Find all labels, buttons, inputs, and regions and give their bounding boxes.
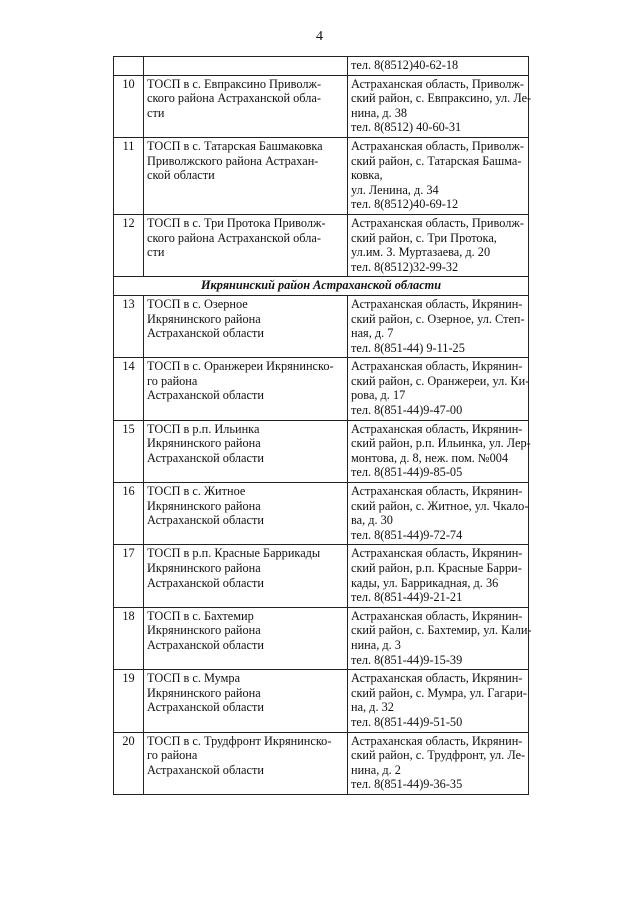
address-line: Астраханская область, Икрянин- xyxy=(351,733,523,748)
name-line: Икрянинского района xyxy=(147,685,261,700)
address-line: ский район, р.п. Красные Барри- xyxy=(351,561,522,575)
name-line: сти xyxy=(147,245,165,260)
address-line: Астраханская область, Икрянин- xyxy=(351,546,523,561)
address-cell xyxy=(348,214,529,276)
address-line: ский район, с. Оранжереи, ул. Ки- xyxy=(351,373,530,388)
table-body xyxy=(114,57,532,795)
table-row xyxy=(114,420,529,482)
address-line: ский район, с. Евпраксино, ул. Ле- xyxy=(351,91,532,106)
address-line: Астраханская область, Приволж- xyxy=(351,215,524,230)
name-line: ТОСП в с. Татарская Башмаковка xyxy=(147,138,323,153)
address-cell xyxy=(348,607,532,669)
name-cell xyxy=(144,295,348,357)
row-number-cell: 20 xyxy=(114,732,144,794)
address-line: нина, д. 2 xyxy=(351,762,401,777)
name-line: Икрянинского района xyxy=(147,561,261,575)
name-line: Астраханской области xyxy=(147,513,264,528)
name-line: ского района Астраханской обла- xyxy=(147,230,321,245)
name-line: ского района Астраханской обла- xyxy=(147,91,321,106)
address-line: ский район, с. Мумра, ул. Гагари- xyxy=(351,685,527,700)
address-line: ковка, xyxy=(351,168,383,183)
address-line: ский район, с. Трудфронт, ул. Ле- xyxy=(351,748,526,763)
address-line: ул. Ленина, д. 34 xyxy=(351,182,439,197)
row-number-cell: 14 xyxy=(114,358,144,420)
name-line: Икрянинского района xyxy=(147,623,261,638)
name-line: Астраханской области xyxy=(147,700,264,715)
name-line: Астраханской области xyxy=(147,388,264,403)
name-line: ТОСП в р.п. Красные Баррикады xyxy=(147,546,321,561)
address-cell xyxy=(348,732,529,794)
table-row xyxy=(114,137,529,214)
address-line: монтова, д. 8, неж. пом. №004 xyxy=(351,450,509,465)
address-line: ул.им. З. Муртазаева, д. 20 xyxy=(351,245,491,260)
name-line: ТОСП в с. Бахтемир xyxy=(147,608,254,623)
row-number-cell: 17 xyxy=(114,545,144,607)
row-number-cell: 16 xyxy=(114,483,144,545)
address-line: ная, д. 7 xyxy=(351,326,394,341)
address-line: ский район, с. Три Протока, xyxy=(351,230,497,245)
name-cell xyxy=(144,57,348,76)
address-line: ский район, с. Бахтемир, ул. Кали- xyxy=(351,623,532,638)
row-number-cell: 10 xyxy=(114,75,144,137)
address-line: ва, д. 30 xyxy=(351,513,393,528)
name-line: ТОСП в с. Евпраксино Приволж- xyxy=(147,76,322,91)
name-line: ТОСП в с. Озерное xyxy=(147,296,248,311)
address-line: ский район, с. Озерное, ул. Степ- xyxy=(351,311,525,326)
row-number-cell: 13 xyxy=(114,295,144,357)
address-line: тел. 8(851-44)9-15-39 xyxy=(351,652,463,667)
row-number-cell: 11 xyxy=(114,137,144,214)
address-cell xyxy=(348,358,529,420)
name-line: ской области xyxy=(147,168,215,183)
table-row xyxy=(114,214,529,276)
address-cell xyxy=(348,137,529,214)
address-line: тел. 8(8512) 40-60-31 xyxy=(351,120,462,135)
name-line: Астраханской области xyxy=(147,450,264,465)
row-number-cell: 12 xyxy=(114,214,144,276)
name-line: ТОСП в с. Три Протока Приволж- xyxy=(147,215,326,230)
table-row xyxy=(114,732,529,794)
section-header-row xyxy=(114,277,529,296)
address-line: Астраханская область, Икрянин- xyxy=(351,296,523,311)
page-number: 4 xyxy=(316,29,323,44)
name-line: ТОСП в с. Трудфронт Икрянинско- xyxy=(147,733,332,748)
address-line: тел. 8(851-44)9-21-21 xyxy=(351,590,463,605)
table-row xyxy=(114,483,529,545)
table-row xyxy=(114,295,529,357)
address-cell xyxy=(348,57,529,76)
name-cell xyxy=(144,732,348,794)
name-line: Астраханской области xyxy=(147,637,264,652)
row-number-cell: 19 xyxy=(114,670,144,732)
address-cell xyxy=(348,545,529,607)
address-line: нина, д. 3 xyxy=(351,637,401,652)
table-row xyxy=(114,75,529,137)
name-line: ТОСП в с. Оранжереи Икрянинско- xyxy=(147,359,334,374)
address-cell xyxy=(348,75,532,137)
name-line: Икрянинского района xyxy=(147,436,261,451)
name-line: Икрянинского района xyxy=(147,311,261,326)
name-cell xyxy=(144,670,348,732)
address-line: Астраханская область, Приволж- xyxy=(351,76,524,91)
address-line: тел. 8(851-44)9-47-00 xyxy=(351,403,463,418)
table-row xyxy=(114,607,529,669)
name-cell xyxy=(144,137,348,214)
name-line: Икрянинского района xyxy=(147,498,261,513)
address-cell xyxy=(348,295,529,357)
address-line: рова, д. 17 xyxy=(351,388,406,403)
tosp-registry-table xyxy=(113,56,532,795)
address-line: Астраханская область, Икрянин- xyxy=(351,484,523,499)
row-number-cell: 15 xyxy=(114,420,144,482)
name-line: го района xyxy=(147,373,198,388)
address-line: кады, ул. Баррикадная, д. 36 xyxy=(351,575,499,590)
address-cell xyxy=(348,420,529,482)
name-line: сти xyxy=(147,105,165,120)
row-number-cell: 18 xyxy=(114,607,144,669)
address-line: тел. 8(8512)40-62-18 xyxy=(351,58,459,72)
name-cell xyxy=(144,358,348,420)
address-cell xyxy=(348,483,529,545)
name-line: го района xyxy=(147,748,198,763)
name-line: ТОСП в с. Мумра xyxy=(147,671,241,686)
address-line: тел. 8(8512)32-99-32 xyxy=(351,259,459,274)
address-cell xyxy=(348,670,529,732)
table-row xyxy=(114,670,529,732)
name-cell xyxy=(144,545,348,607)
name-cell xyxy=(144,607,348,669)
address-line: Астраханская область, Икрянин- xyxy=(351,608,523,623)
table-row xyxy=(114,358,529,420)
address-line: Астраханская область, Приволж- xyxy=(351,138,524,153)
address-line: ский район, р.п. Ильинка, ул. Лер- xyxy=(351,436,531,451)
address-line: ский район, с. Татарская Башма- xyxy=(351,153,522,168)
section-title: Икрянинский район Астраханской области xyxy=(114,277,529,296)
address-line: тел. 8(851-44)9-85-05 xyxy=(351,465,463,480)
name-line: Астраханской области xyxy=(147,326,264,341)
table-row-continuation xyxy=(114,57,529,76)
name-cell xyxy=(144,420,348,482)
address-line: тел. 8(8512)40-69-12 xyxy=(351,197,459,212)
name-line: Приволжского района Астрахан- xyxy=(147,153,319,168)
address-line: на, д. 32 xyxy=(351,700,394,715)
address-line: ский район, с. Житное, ул. Чкало- xyxy=(351,498,529,513)
address-line: Астраханская область, Икрянин- xyxy=(351,359,523,374)
address-line: тел. 8(851-44)9-51-50 xyxy=(351,714,463,729)
address-line: Астраханская область, Икрянин- xyxy=(351,421,523,436)
name-cell xyxy=(144,75,348,137)
name-cell xyxy=(144,214,348,276)
address-line: тел. 8(851-44)9-36-35 xyxy=(351,777,463,792)
table-row xyxy=(114,545,529,607)
name-line: Астраханской области xyxy=(147,575,264,590)
row-number-cell xyxy=(114,57,144,76)
name-line: Астраханской области xyxy=(147,762,264,777)
name-line: ТОСП в р.п. Ильинка xyxy=(147,421,260,436)
address-line: тел. 8(851-44)9-72-74 xyxy=(351,527,463,542)
address-line: нина, д. 38 xyxy=(351,105,408,120)
name-cell xyxy=(144,483,348,545)
name-line: ТОСП в с. Житное xyxy=(147,484,246,499)
address-line: Астраханская область, Икрянин- xyxy=(351,671,523,686)
address-line: тел. 8(851-44) 9-11-25 xyxy=(351,340,465,355)
